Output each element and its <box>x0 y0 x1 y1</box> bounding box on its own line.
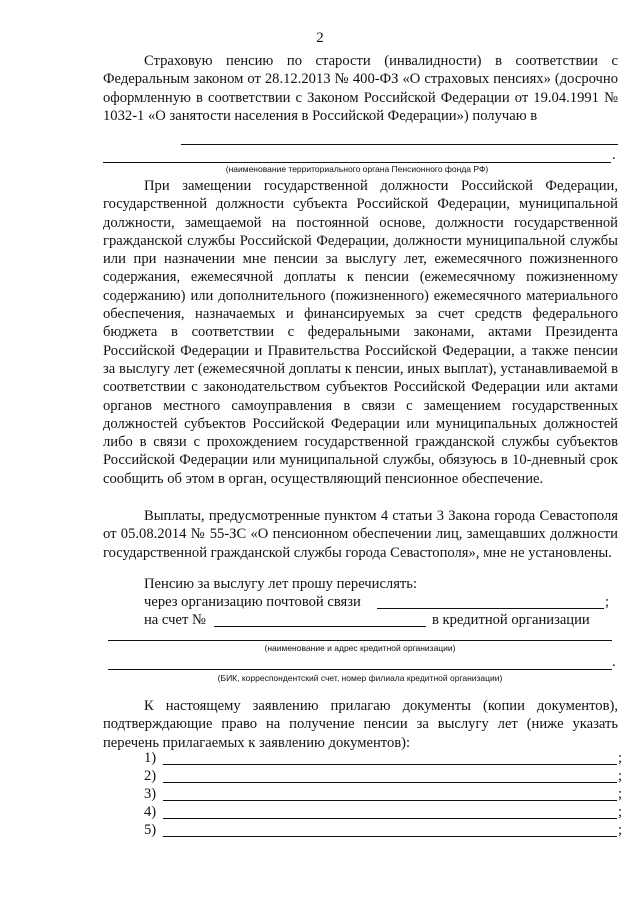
document-item <box>144 767 624 785</box>
document-item-semicolon: ; <box>618 750 623 766</box>
documents-paragraph: К настоящему заявлению прилагаю документы (копии документов), подтверждающие право на получение пенсии за выслугу лет (ниже указать перечень прилагаемых к заявлению документов): <box>103 698 618 751</box>
bank-name-caption: (наименование и адрес кредитной организации) <box>264 643 456 653</box>
account-number-field[interactable] <box>214 626 426 627</box>
bank-name-field[interactable] <box>108 640 612 641</box>
transfer-request: Пенсию за выслугу лет прошу перечислять: <box>144 576 418 592</box>
bank-details-caption: (БИК, корреспондентский счет, номер филиала кредитной организации) <box>217 673 503 683</box>
document-item <box>144 821 624 839</box>
postal-semicolon: ; <box>605 594 610 610</box>
document-item-field[interactable] <box>163 818 617 819</box>
bank-details-field[interactable] <box>108 669 612 670</box>
document-item-number: 5) <box>144 822 157 838</box>
document-item-semicolon: ; <box>618 804 623 820</box>
document-item-semicolon: ; <box>618 768 623 784</box>
pension-fund-caption: (наименование территориального органа Пенсионного фонда РФ) <box>225 164 489 174</box>
pension-fund-period: . <box>612 147 616 163</box>
payments-paragraph: Выплаты, предусмотренные пунктом 4 статьи 3 Закона города Севастополя от 05.08.2014 № 55-ЗС «О пенсионном обеспечении лиц, замещавших должности государственной гражданской службы города Севастополя», мне не установлены. <box>103 508 618 561</box>
document-item <box>144 749 624 767</box>
account-label: на счет № <box>144 612 206 628</box>
credit-org-label: в кредитной организации <box>432 612 590 628</box>
document-item-field[interactable] <box>163 782 617 783</box>
document-item-field[interactable] <box>163 764 617 765</box>
postal-label: через организацию почтовой связи <box>144 594 361 610</box>
pension-fund-field-1[interactable] <box>181 144 618 145</box>
document-item-field[interactable] <box>163 836 617 837</box>
document-item <box>144 785 624 803</box>
postal-organization-field[interactable] <box>377 608 604 609</box>
bank-details-period: . <box>612 654 616 670</box>
document-item-number: 1) <box>144 750 157 766</box>
pension-fund-field-2[interactable] <box>103 162 611 163</box>
intro-paragraph: Страховую пенсию по старости (инвалидности) в соответствии с Федеральным законом от 28.12.2013 № 400-ФЗ «О страховых пенсиях» (досрочно оформленную в соответствии с Законом Российской Федерации от 19.04.1991 № 1032-1 «О занятости населения в Российской Федерации») получаю в <box>103 53 618 124</box>
document-item-number: 2) <box>144 768 157 784</box>
document-item-number: 3) <box>144 786 157 802</box>
obligation-paragraph: При замещении государственной должности Российской Федерации, государственной должности субъекта Российской Федерации, муниципальной должности, замещаемой на постоянной основе, должности государственной гражданской службы Российской Федерации, должности муниципальной службы или при назначении мне пенсии за выслугу лет, ежемесячного пожизненного содержания, ежемесячной доплаты к пенсии (ежемесячному пожизненному содержанию) или дополнительного (пожизненного) ежемесячного материального обеспечения, назначаемых и финансируемых за счет средств федерального бюджета в соответствии с федеральными законами, актами Президента Российской Федерации и Правительства Российской Федерации, а также пенсии за выслугу лет (ежемесячной доплаты к пенсии, иных выплат), устанавливаемой в соответствии с законодательством субъектов Российской Федерации или актами органов местного самоуправления в связи с замещением государственных должностей субъектов Российской Федерации или муниципальных должностей либо в связи с прохождением государственной гражданской службы субъектов Российской Федерации или муниципальной службы, обязуюсь в 10-дневный срок сообщить об этом в орган, осуществляющий пенсионное обеспечение. <box>103 178 618 487</box>
document-item-semicolon: ; <box>618 822 623 838</box>
document-item-semicolon: ; <box>618 786 623 802</box>
document-item <box>144 803 624 821</box>
document-item-number: 4) <box>144 804 157 820</box>
document-item-field[interactable] <box>163 800 617 801</box>
page-number: 2 <box>316 30 324 46</box>
